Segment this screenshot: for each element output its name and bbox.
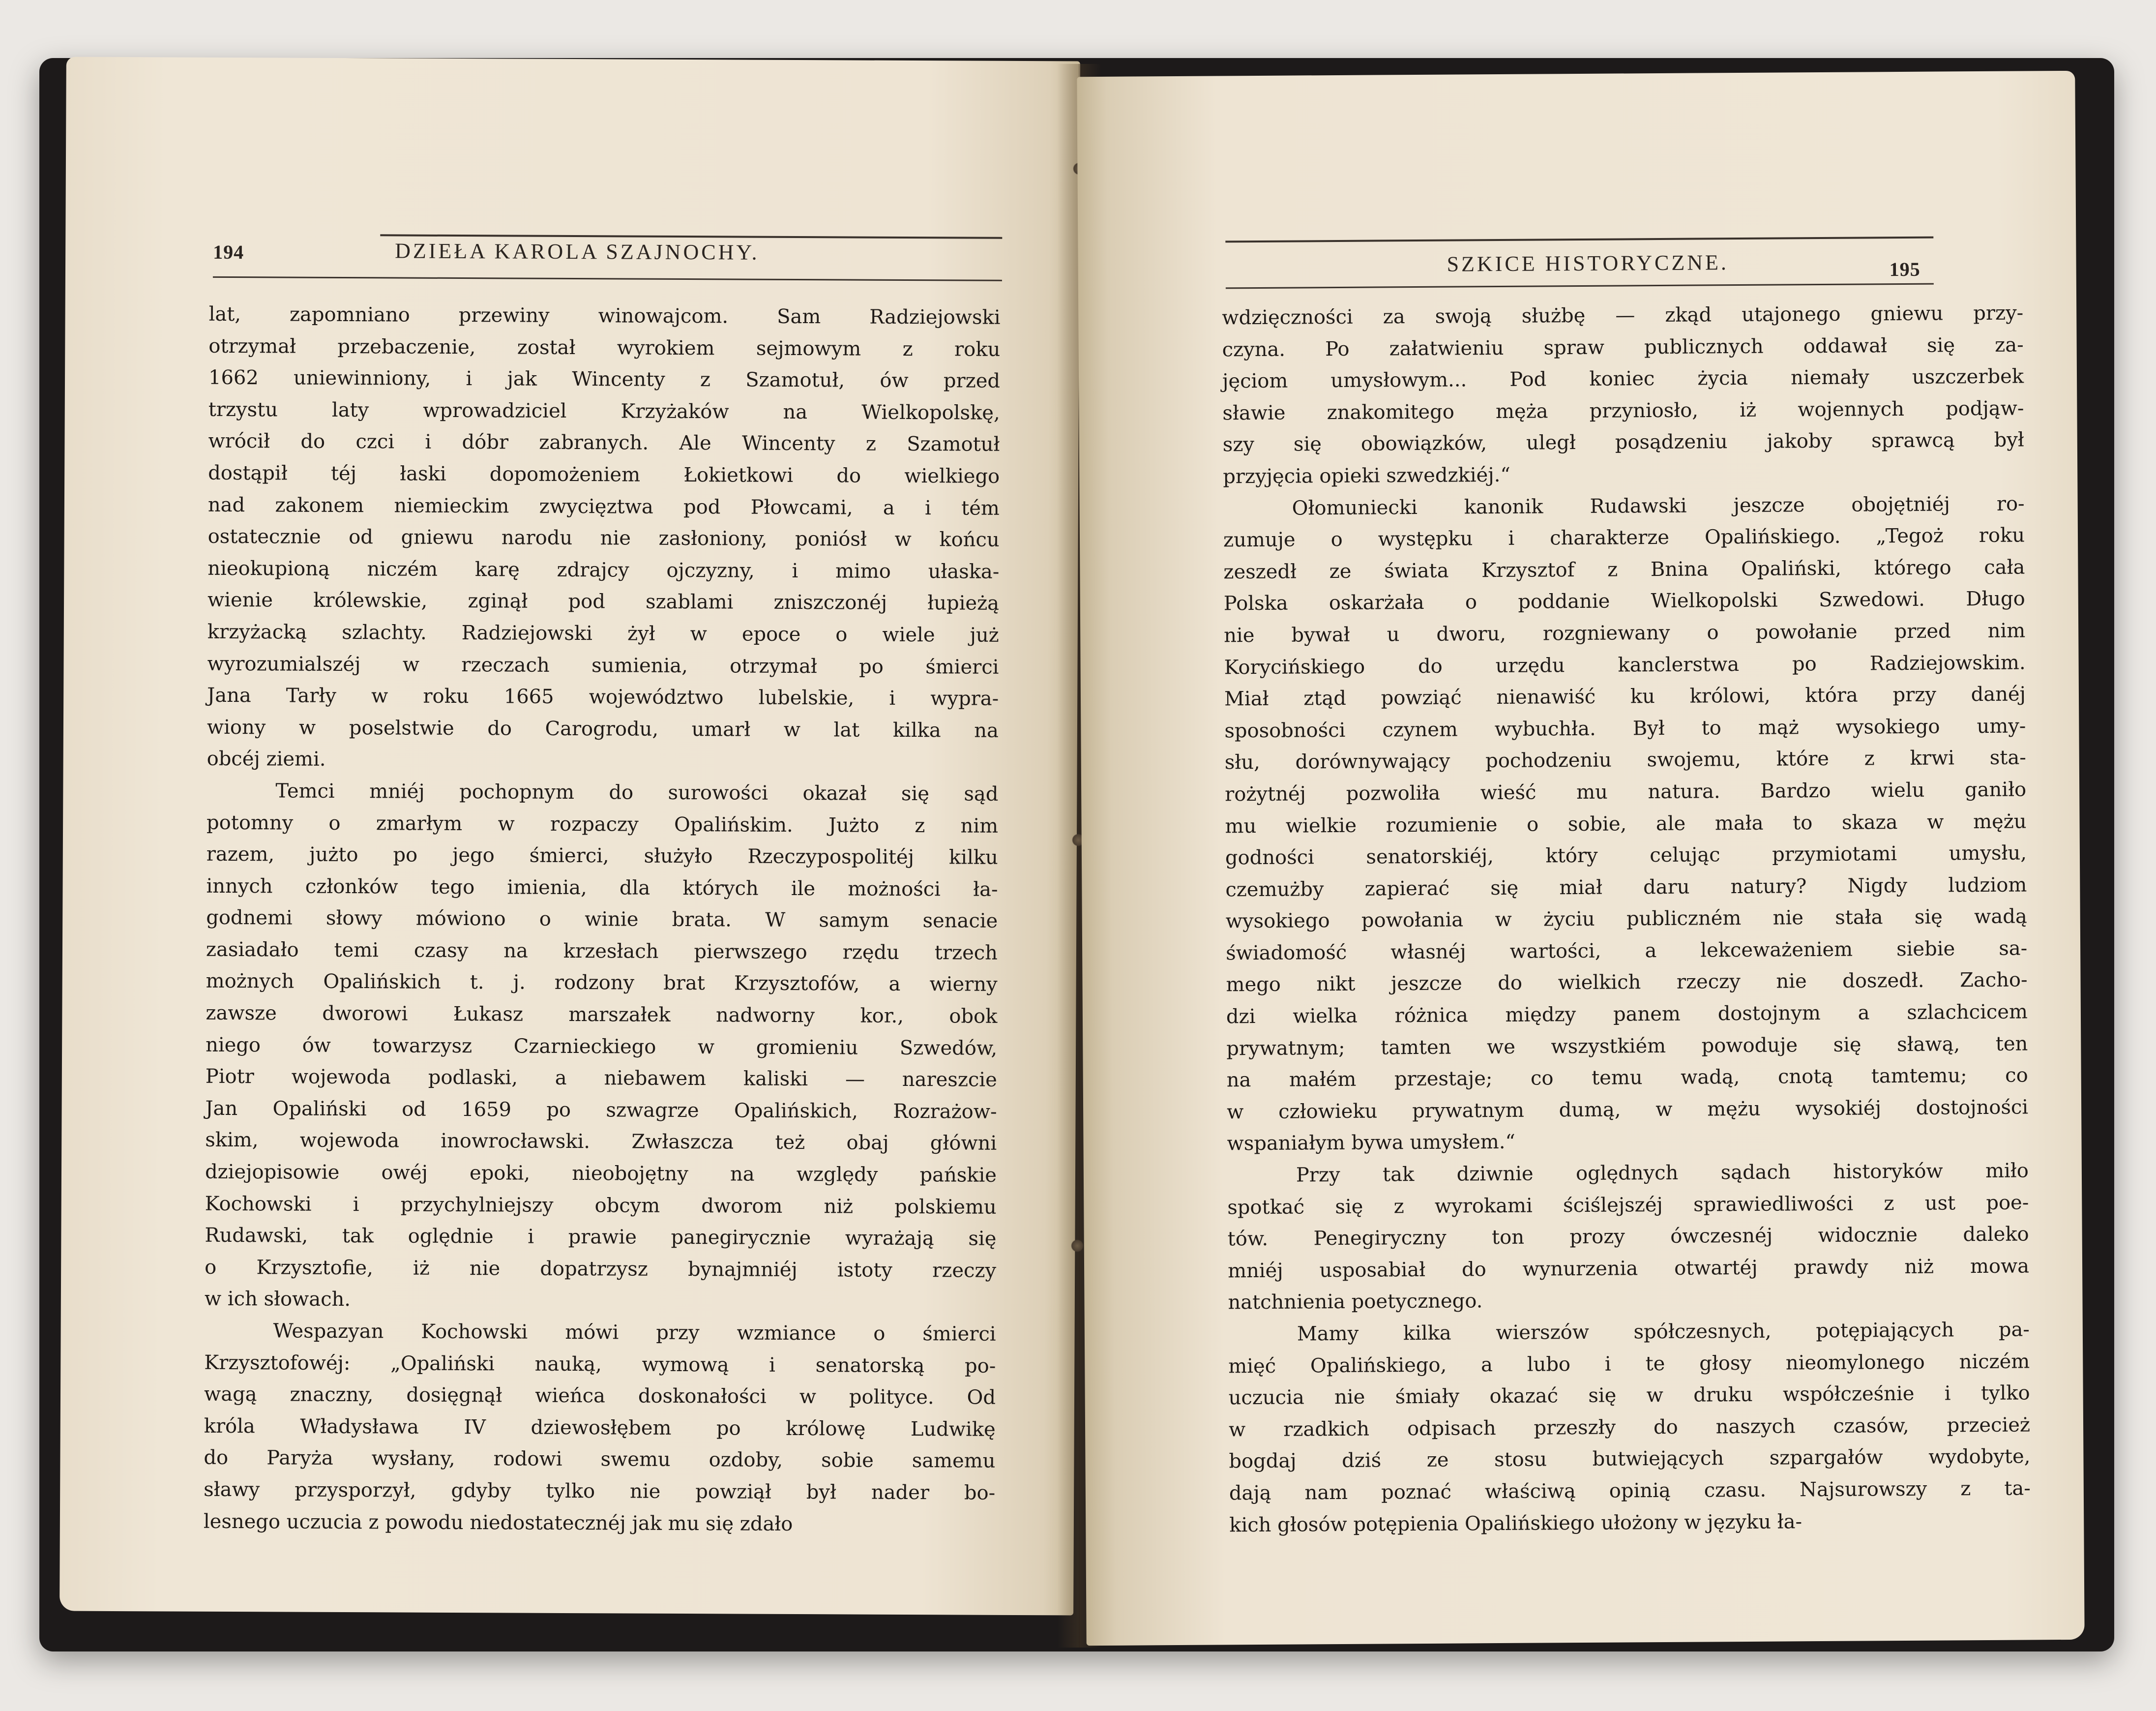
text-line: trzystu laty wprowadziciel Krzyżaków na Wielkopolskę, <box>208 398 1000 424</box>
text-line: zeszedł ze świata Krzysztof z Bnina Opaliński, którego cała <box>1223 556 2025 584</box>
text-line: nieokupioną niczém karę zdrajcy ojczyzny, i mimo ułaska- <box>207 557 1000 583</box>
text-line: dają nam poznać właściwą opinią czasu. Najsurowszy z ta- <box>1229 1477 2031 1505</box>
text-line: świadomość własnéj wartości, a lekceważeniem siebie sa- <box>1226 937 2028 965</box>
text-line: szy się obowiązków, uległ posądzeniu jakoby sprawcą był <box>1222 428 2024 456</box>
text-line: wspaniałym bywa umysłem.“ <box>1227 1131 1516 1155</box>
text-line: krzyżacką szlachty. Radziejowski żył w epoce o wiele już <box>207 620 999 647</box>
text-line: Ołomuniecki kanonik Rudawski jeszcze obojętniéj ro- <box>1292 492 2025 520</box>
text-line: spotkać się z wyrokami ściślejszéj sprawiedliwości z ust poe- <box>1227 1191 2029 1219</box>
text-line: dostąpił téj łaski dopomożeniem Łokietkowi do wielkiego <box>208 461 1000 488</box>
text-line: nie bywał u dworu, rozgniewany o powołanie przed nim <box>1224 619 2026 647</box>
right-page <box>1077 71 2084 1646</box>
text-line: wrócił do czci i dóbr zabranych. Ale Wincenty z Szamotuł <box>208 430 1000 456</box>
text-line: sposobności czynem wybuchła. Był to mąż wysokiego umy- <box>1224 715 2026 743</box>
text-line: nad zakonem niemieckim zwycięztwa pod Płowcami, a i tém <box>207 493 1000 520</box>
text-line: przyjęcia opieki szwedzkiéj.“ <box>1223 463 1510 488</box>
text-line: Krzysztofowéj: „Opaliński nauką, wymową i senatorską po- <box>204 1351 996 1378</box>
text-line: Korycińskiego do urzędu kanclerstwa po Radziejowskim. <box>1224 651 2026 679</box>
text-line: króla Władysława IV dziewosłębem po królowę Ludwikę <box>204 1414 996 1441</box>
text-line: Kochowski i przychylniejszy obcym dworom niż polskiemu <box>205 1192 997 1219</box>
text-line: 1662 uniewinniony, i jak Wincenty z Szamotuł, ów przed <box>208 366 1001 392</box>
running-head: DZIEŁA KAROLA SZAJNOCHY. <box>395 239 760 265</box>
text-line: do Paryża wysłany, rodowi swemu ozdoby, sobie samemu <box>204 1446 996 1473</box>
text-line: sławie znakomitego męża przyniosło, iż wojennych podjąw- <box>1222 397 2024 425</box>
page-number: 194 <box>213 240 244 264</box>
left-page <box>59 57 1080 1616</box>
text-line: na małém przestaje; co temu wadą, cnotą tamtemu; co <box>1226 1064 2028 1092</box>
left-page-header <box>65 175 1080 265</box>
text-line: wyrozumialszéj w rzeczach sumienia, otrzymał po śmierci <box>207 652 999 679</box>
text-line: dziejopisowie owéj epoki, nieobojętny na względy pańskie <box>205 1160 997 1187</box>
text-line: wysokiego powołania w życiu publiczném nie stała się wadą <box>1225 905 2027 933</box>
text-line: otrzymał przebaczenie, został wyrokiem sejmowym z roku <box>208 334 1001 361</box>
header-rule-bottom <box>1226 283 1934 289</box>
text-line: innych członków tego imienia, dla których ile możności ła- <box>206 874 998 901</box>
text-line: Mamy kilka wierszów spółczesnych, potępiających pa- <box>1297 1318 2030 1346</box>
text-line: Miał ztąd powziąć nienawiść ku królowi, która przy danéj <box>1224 683 2026 711</box>
text-line: razem, jużto po jego śmierci, służyło Rzeczypospolitéj kilku <box>206 842 998 869</box>
text-line: kich głosów potępienia Opalińskiego ułożony w języku ła- <box>1229 1510 1802 1536</box>
text-line: Piotr wojewoda podlaski, a niebawem kaliski — nareszcie <box>205 1065 997 1092</box>
running-head: SZKICE HISTORYCZNE. <box>1447 250 1729 276</box>
text-line: potomny o zmarłym w rozpaczy Opalińskim. Jużto z nim <box>207 811 999 838</box>
header-rule-bottom <box>213 276 1002 281</box>
binding-stitch <box>1071 1239 1084 1252</box>
text-line: bogdaj dziś ze stosu butwiejących szpargałów wydobyte, <box>1229 1445 2031 1473</box>
text-line: jęciom umysłowym... Pod koniec życia niemały uszczerbek <box>1222 365 2024 393</box>
text-line: Jan Opaliński od 1659 po szwagrze Opalińskich, Rozrażow- <box>205 1097 997 1123</box>
text-line: zawsze dworowi Łukasz marszałek nadworny kor., obok <box>206 1001 998 1028</box>
text-line: rożytnéj pozwoliła wieść mu natura. Bardzo wielu ganiło <box>1225 778 2027 806</box>
text-line: Temci mniéj pochopnym do surowości okazał się sąd <box>275 780 999 806</box>
text-line: wienie królewskie, zginął pod szablami zniszczonéj łupieżą <box>207 589 1000 615</box>
text-line: tów. Penegiryczny ton prozy ówczesnéj widocznie daleko <box>1227 1223 2029 1251</box>
text-line: wagą znaczny, dosięgnął wieńca doskonałości w polityce. Od <box>204 1382 996 1409</box>
text-line: o Krzysztofie, iż nie dopatrzysz bynajmniéj istoty rzeczy <box>205 1256 997 1282</box>
text-line: mięć Opalińskiego, a lubo i te głosy nieomylonego niczém <box>1228 1350 2030 1378</box>
text-line: czemużby zapierać się miał daru natury? Nigdy ludziom <box>1225 873 2027 901</box>
text-line: dzi wielka różnica między panem dostojnym a szlachcicem <box>1226 1000 2028 1028</box>
text-line: wdzięczności za swoją służbę — zkąd utajonego gniewu przy- <box>1222 301 2024 330</box>
page-number: 195 <box>1889 258 1920 281</box>
text-line: czyna. Po załatwieniu spraw publicznych oddawał się za- <box>1222 333 2024 361</box>
text-line: godności senatorskiéj, który celując przymiotami umysłu, <box>1225 841 2027 870</box>
text-line: sławy przysporzył, gdyby tylko nie powziął był nader bo- <box>204 1478 996 1504</box>
text-line: mu wielkie rozumienie o sobie, ale mała to skaza w mężu <box>1225 810 2027 838</box>
text-line: w człowieku prywatnym dumą, w mężu wysokiéj dostojności <box>1226 1096 2029 1124</box>
right-page-text <box>1222 297 2031 1541</box>
text-line: niego ów towarzysz Czarnieckiego w gromieniu Szwedów, <box>206 1033 998 1060</box>
text-line: Wespazyan Kochowski mówi przy wzmiance o śmierci <box>273 1320 996 1346</box>
text-line: zumuje o występku i charakterze Opalińskiego. „Tegoż roku <box>1223 524 2025 552</box>
text-line: godnemi słowy mówiono o winie brata. W samym senacie <box>206 906 998 933</box>
text-line: obcéj ziemi. <box>207 748 326 771</box>
text-line: Przy tak dziwnie oględnych sądach historyków miło <box>1296 1159 2029 1187</box>
text-line: w ich słowach. <box>204 1288 351 1311</box>
text-line: mego nikt jeszcze do wielkich rzeczy nie doszedł. Zacho- <box>1226 968 2028 996</box>
text-line: Rudawski, tak oględnie i prawie panegirycznie wyrażają się <box>205 1224 997 1251</box>
text-line: zasiadało temi czasy na krzesłach pierwszego rzędu trzech <box>206 938 998 964</box>
text-line: lesnego uczucia z powodu niedostatecznéj jak mu się zdało <box>203 1510 793 1535</box>
text-line: Jana Tarły w roku 1665 województwo lubelskie, i wypra- <box>207 684 999 710</box>
text-line: prywatnym; tamten we wszystkiém powoduje się sławą, ten <box>1226 1032 2028 1060</box>
text-line: ostatecznie od gniewu narodu nie zasłoniony, poniósł w końcu <box>207 525 1000 551</box>
text-line: uczucia nie śmiały okazać się w druku współcześnie i tylko <box>1228 1381 2030 1410</box>
right-page-header <box>1078 174 2076 281</box>
text-line: mniéj usposabiał do wynurzenia otwartéj prawdy niż mowa <box>1227 1255 2030 1283</box>
text-line: w rzadkich odpisach przeszły do naszych czasów, przecież <box>1228 1413 2031 1441</box>
text-line: słu, dorównywający pochodzeniu swojemu, które z krwi sta- <box>1224 746 2026 774</box>
text-line: możnych Opalińskich t. j. rodzony brat Krzysztofów, a wierny <box>206 970 998 996</box>
left-page-text <box>204 299 1001 1541</box>
text-line: natchnienia poetycznego. <box>1228 1290 1483 1314</box>
header-rule-top <box>1225 237 1933 243</box>
text-line: lat, zapomniano przewiny winowajcom. Sam Radziejowski <box>208 302 1001 329</box>
text-line: skim, wojewoda inowrocławski. Zwłaszcza też obaj główni <box>205 1129 997 1155</box>
text-line: wiony w poselstwie do Carogrodu, umarł w lat kilka na <box>207 716 999 742</box>
text-line: Polska oskarżała o poddanie Wielkopolski Szwedowi. Długo <box>1223 587 2025 615</box>
